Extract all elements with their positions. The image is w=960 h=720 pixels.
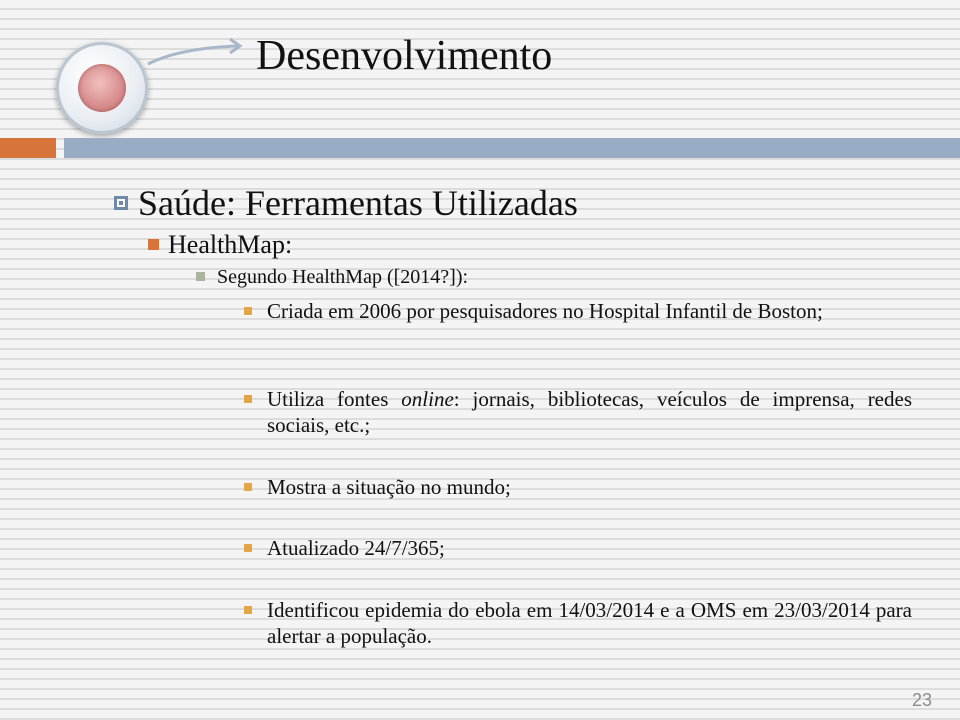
list-item-text [267,386,912,438]
list-item [244,298,912,324]
gold-bullet-icon [244,606,252,614]
gold-bullet-icon [244,483,252,491]
slide-title: Desenvolvimento [256,33,553,79]
square-bullet-icon [114,196,128,210]
outline-level3 [196,266,468,289]
outline-level1 [114,182,578,224]
level3-text: Segundo HealthMap ([2014?]): [217,266,469,288]
gold-bullet-icon [244,395,252,403]
gold-bullet-icon [244,544,252,552]
list-item [244,597,912,649]
list-item-emphasis: online [401,387,454,411]
list-item-text-before: Utiliza fontes [267,387,402,411]
list-item [244,386,912,438]
outline-level2 [148,230,292,260]
list-item-text: Criada em 2006 por pesquisadores no Hospital Infantil de Boston; [267,299,823,323]
orange-bullet-icon [148,239,159,250]
list-item [244,474,912,500]
gold-bullet-icon [244,307,252,315]
page-number: 23 [912,690,933,710]
level1-text: Saúde: Ferramentas Utilizadas [138,183,578,223]
list-item-text: Atualizado 24/7/365; [267,536,445,560]
list-item [244,535,912,561]
list-item-text: Mostra a situação no mundo; [267,475,511,499]
list-item-text-after: : jornais, bibliotecas, veículos de imprensa, redes sociais, etc.; [267,387,912,437]
level2-text: HealthMap: [168,230,293,259]
list-item-text: Identificou epidemia do ebola em 14/03/2014 e a OMS em 23/03/2014 para alertar a população. [267,598,912,648]
gray-bullet-icon [196,272,205,281]
